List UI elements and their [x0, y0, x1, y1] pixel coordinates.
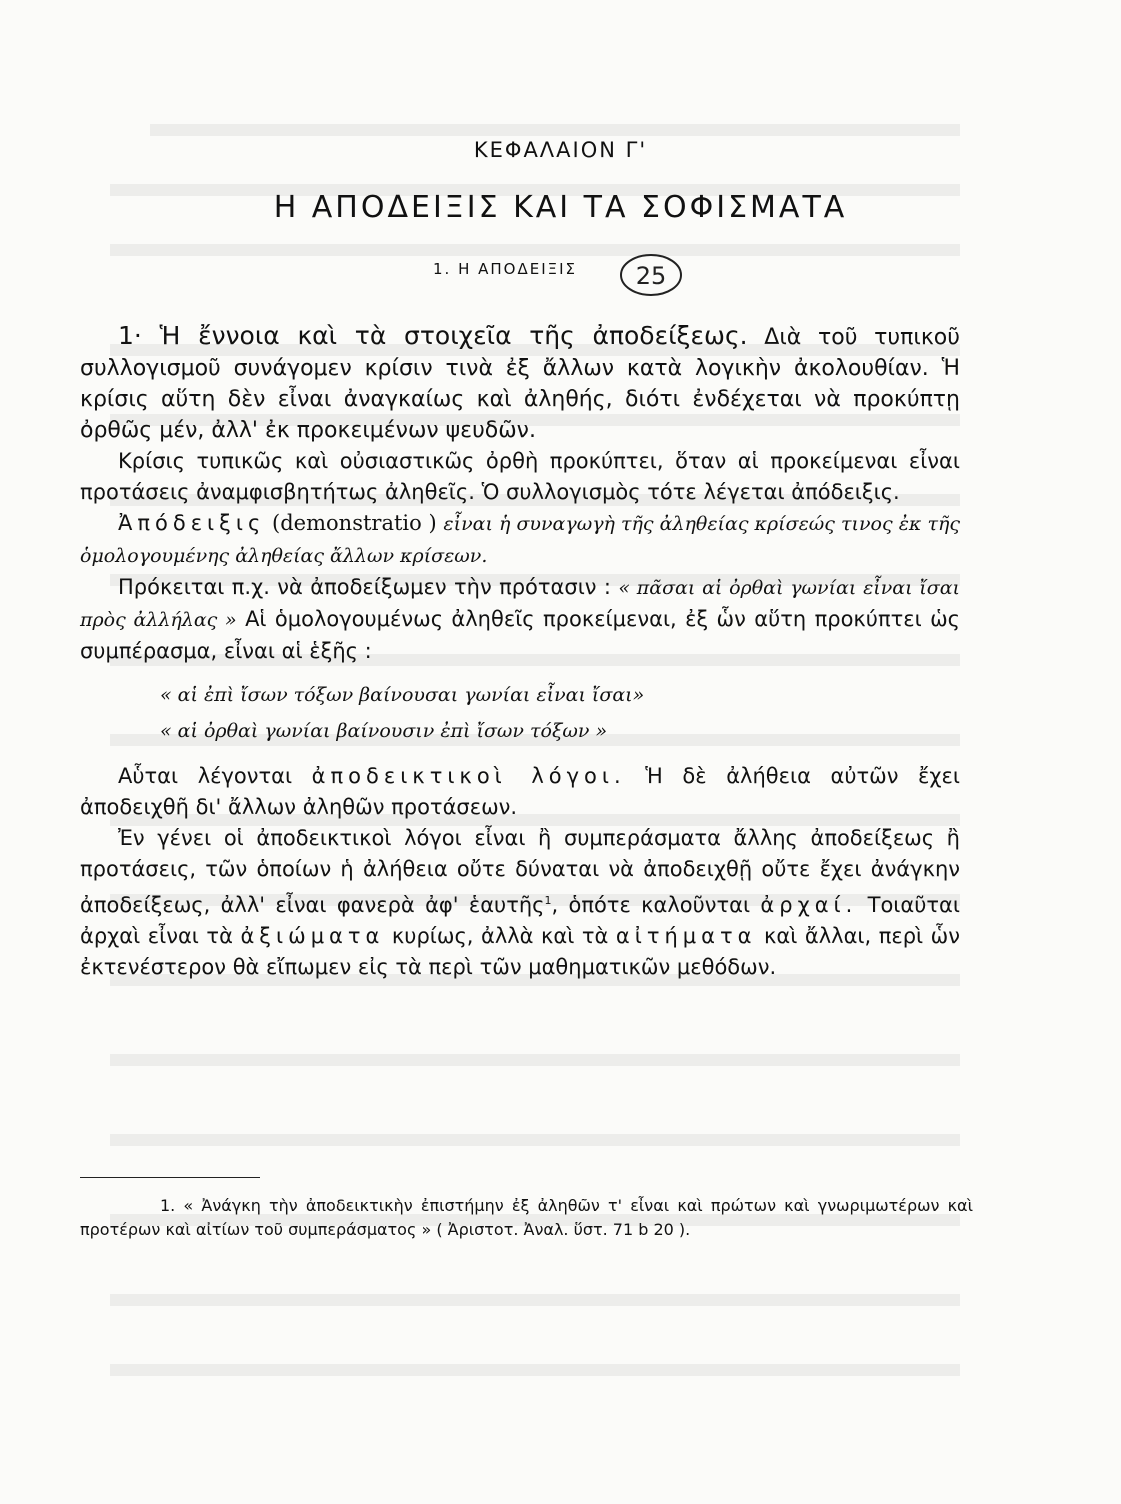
latin-term: (demonstratio ): [272, 511, 437, 535]
paragraph-5: [80, 761, 960, 823]
chapter-heading: ΚΕΦΑΛΑΙΟΝ Γ': [473, 138, 648, 162]
handwritten-page-number-stamp: [616, 250, 686, 300]
footnote-text: 1. « Ἀνάγκη τὴν ἀποδεικτικὴν ἐπιστήμην ἐξ ἀληθῶν τ' εἶναι καὶ πρώτων καὶ γνωριμωτέρων καὶ προτέρων καὶ αἰτίων τοῦ συμπεράσματος » ( Ἀριστοτ. Ἀναλ. ὕστ. 71 b 20 ).: [80, 1196, 973, 1239]
chapter-title: Η ΑΠΟΔΕΙΞΙΣ ΚΑΙ ΤΑ ΣΟΦΙΣΜΑΤΑ: [273, 190, 848, 225]
term-aitimata: αἰτήματα: [615, 924, 757, 948]
footnote-ref: 1: [544, 894, 552, 907]
definition-text: εἶναι ἡ συναγωγὴ τῆς ἀληθείας κρίσεώς τινος ἐκ τῆς ὁμολογουμένης ἀληθείας ἄλλων κρίσεων.: [80, 513, 960, 567]
paragraph-1-heading: 1· Ἡ ἔννοια καὶ τὰ στοιχεῖα τῆς ἀποδείξεως.: [118, 321, 748, 350]
proposition-quote: « πᾶσαι αἱ ὀρθαὶ γωνίαι εἶναι ἴσαι πρὸς ἀλλήλας »: [80, 577, 960, 631]
term-apodeiktikoi-logoi: ἀποδεικτικοὶ λόγοι.: [311, 764, 626, 788]
footnote-divider: [80, 1177, 260, 1178]
paragraph-6-text-b: , ὁπότε καλοῦνται: [551, 893, 751, 917]
section-heading: 1. Η ΑΠΟΔΕΙΞΙΣ: [433, 260, 578, 278]
term-axiomata: ἀξιώματα: [240, 924, 385, 948]
paragraph-4-intro: Πρόκειται π.χ. νὰ ἀποδείξωμεν τὴν πρότασιν :: [118, 575, 611, 599]
stamp-number: 25: [635, 262, 667, 290]
paragraph-4-text: Αἱ ὁμολογουμένως ἀληθεῖς προκείμεναι, ἐξ ὧν αὕτη προκύπτει ὡς συμπέρασμα, εἶναι αἱ ἑξῆς :: [80, 607, 960, 663]
paragraph-6-text-d: κυρίως, ἀλλὰ καὶ τὰ: [384, 924, 609, 948]
term-archai: ἀρχαί.: [760, 893, 858, 917]
paragraph-2: Κρίσις τυπικῶς καὶ οὐσιαστικῶς ὀρθὴ προκύπτει, ὅταν αἱ προκείμεναι εἶναι προτάσεις ἀναμφισβητήτως ἀληθεῖς. Ὁ συλλογισμὸς τότε λέγεται ἀπόδειξις.: [80, 449, 960, 504]
paragraph-1-text: Διὰ τοῦ τυπικοῦ συλλογισμοῦ συνάγομεν κρίσιν τινὰ ἐξ ἄλλων κατὰ λογικὴν ἀκολουθίαν. Ἡ κρίσις αὕτη δὲν εἶναι ἀναγκαίως καὶ ἀληθής, διότι ἐνδέχεται νὰ προκύπτῃ ὀρθῶς μέν, ἀλλ' ἐκ προκειμένων ψευδῶν.: [80, 325, 960, 443]
paragraph-3: [80, 508, 960, 572]
premises-block: [80, 677, 960, 749]
term-apodeixis: Ἀπόδειξις: [118, 511, 266, 535]
paragraph-4: [80, 572, 960, 667]
footnote: [80, 1194, 973, 1242]
paragraph-6-text-a: Ἐν γένει οἱ ἀποδεικτικοὶ λόγοι εἶναι ἢ συμπεράσματα ἄλλης ἀποδείξεως ἢ προτάσεις, τῶν ὁποίων ἡ ἀλήθεια οὔτε δύναται νὰ ἀποδειχθῇ οὔτε ἔχει ἀνάγκην ἀποδείξεως, ἀλλ' εἶναι φανερὰ ἀφ' ἑαυτῆς: [80, 826, 960, 917]
paragraph-1: [80, 320, 960, 446]
paragraph-6-text-e: καὶ ἄλλαι, περὶ ὧν ἐκτενέστερον θὰ εἴπωμεν εἰς τὰ περὶ τῶν μαθηματικῶν μεθόδων.: [80, 924, 960, 979]
premise-1: « αἱ ἐπὶ ἴσων τόξων βαίνουσαι γωνίαι εἶναι ἴσαι»: [160, 684, 645, 706]
paragraph-6-text-c: Τοιαῦται ἀρχαὶ εἶναι τὰ: [80, 893, 961, 948]
paragraph-6: [80, 823, 960, 983]
paragraph-5-text: Ἡ δὲ ἀλήθεια αὐτῶν ἔχει ἀποδειχθῆ δι' ἄλλων ἀληθῶν προτάσεων.: [80, 764, 960, 819]
body-text: [80, 320, 960, 983]
premise-2: « αἱ ὀρθαὶ γωνίαι βαίνουσιν ἐπὶ ἴσων τόξων »: [160, 720, 608, 742]
paragraph-5-intro: Αὗται λέγονται: [118, 764, 293, 788]
